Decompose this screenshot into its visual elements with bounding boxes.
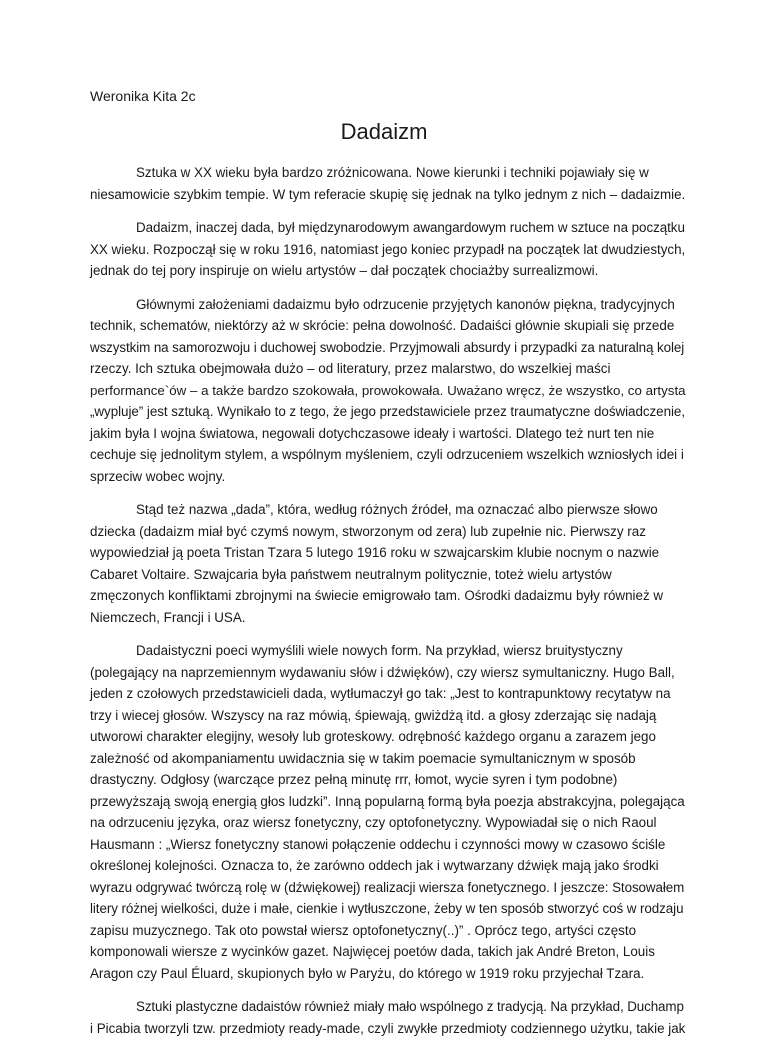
text-line: (polegający na naprzemiennym wydawaniu słów i dźwięków), czy wiersz symultaniczny. Hugo Ball, bbox=[90, 664, 675, 680]
text-line: jednak do tej pory inspiruje on wielu artystów – dał początek chociażby surrealizmowi. bbox=[90, 263, 599, 278]
text-line: Dadaizm, inaczej dada, był międzynarodowym awangardowym ruchem w sztuce na początku bbox=[136, 220, 685, 235]
text-line: przewyższają swoją energią głos ludzki”. Inną popularną formą była poezja abstrakcyjna, polegająca bbox=[90, 793, 685, 809]
document-title: Dadaizm bbox=[340, 119, 428, 144]
text-line: XX wieku. Rozpoczął się w roku 1916, natomiast jego koniec przypadł na początek lat dwudziestych, bbox=[90, 241, 686, 257]
paragraph bbox=[90, 162, 685, 205]
text-line: zmęczonych konfliktami zbrojnymi na świecie emigrowało tam. Ośrodki dadaizmu były również w bbox=[90, 588, 664, 603]
text-line: Sztuka w XX wieku była bardzo zróżnicowana. Nowe kierunki i techniki pojawiały się w bbox=[136, 165, 649, 180]
text-line: drastyczny. Odgłosy (warczące przez pełną minutę rrr, łomot, wycie syren i tym podobne) bbox=[90, 772, 618, 787]
text-line: dziecka (dadaizm miał być czymś nowym, stworzonym od zera) lub zupełnie nic. Pierwszy raz bbox=[90, 523, 646, 539]
text-line: trzy i wiecej głosów. Wszyscy na raz mówią, śpiewają, gwiżdżą itd. a głosy zderzając się nadają bbox=[90, 707, 657, 723]
text-line: Cabaret Voltaire. Szwajcaria była państwem neutralnym politycznie, toteż wielu artystów bbox=[90, 566, 612, 582]
text-line: rzeczy. Ich sztuka obejmowała dużo – od literatury, przez malarstwo, do wszelkiej maści bbox=[90, 361, 611, 376]
text-line: performance`ów – a także bardzo szokowała, prowokowała. Uważano wręcz, że wszystko, co artysta bbox=[90, 382, 686, 398]
text-line: jakim była I wojna światowa, negowali dotychczasowe ideały i wartości. Dlatego też nurt ten nie bbox=[90, 425, 655, 441]
paragraph bbox=[90, 499, 685, 628]
document-body bbox=[90, 162, 685, 1051]
text-line: Niemczech, Francji i USA. bbox=[90, 609, 246, 625]
text-line: i Picabia tworzyli tzw. przedmioty ready-made, czyli zwykłe przedmioty codziennego użytku, takie jak bbox=[90, 1020, 686, 1036]
text-line: Stąd też nazwa „dada”, która, według różnych źródeł, ma oznaczać albo pierwsze słowo bbox=[136, 502, 658, 517]
text-line: technik, schematów, niektórzy aż w skrócie: pełna dowolność. Dadaiści głównie skupiali się przede bbox=[90, 318, 675, 333]
paragraph bbox=[90, 294, 685, 488]
text-line: wypowiedział ją poeta Tristan Tzara 5 lutego 1916 roku w szwajcarskim klubie nocnym o nazwie bbox=[90, 545, 660, 560]
author-line: Weronika Kita 2c bbox=[90, 88, 196, 104]
text-line: Dadaistyczni poeci wymyślili wiele nowych form. Na przykład, wiersz bruitystyczny bbox=[136, 643, 623, 658]
text-line: Aragon czy Paul Éluard, skupionych było w Paryżu, do którego w 1919 roku przyjechał Tzara. bbox=[90, 965, 645, 981]
text-line: zapisu muzycznego. Tak oto powstał wiersz optofonetyczny(..)” . Oprócz tego, artyści często bbox=[90, 922, 637, 938]
text-line: Hausmann : „Wiersz fonetyczny stanowi połączenie oddechu i czynności mowy w czasowo ściśle bbox=[90, 836, 666, 852]
text-line: zależność od akompaniamentu uwidacznia się w takim poemacie symultanicznym w sposób bbox=[90, 750, 636, 766]
text-line: sprzeciw wobec wojny. bbox=[90, 468, 226, 484]
paragraph bbox=[90, 996, 685, 1039]
text-line: Głównymi założeniami dadaizmu było odrzucenie przyjętych kanonów piękna, tradycyjnych bbox=[136, 296, 675, 312]
text-line: na odrzuceniu języka, oraz wiersz fonetyczny, czy optofonetyczny. Wypowiadał się o nich Raoul bbox=[90, 815, 657, 830]
text-line: cechuje się jednolitym stylem, a wspólnym myśleniem, czyli odrzuceniem wszelkich wzniosłych idei i bbox=[90, 447, 684, 462]
text-line: litery różnej wielkości, duże i małe, cienkie i wytłuszczone, żeby w ten sposób stworzyć coś w rodzaju bbox=[90, 901, 684, 916]
text-line: komponowali wiersze z wycinków gazet. Najwięcej poetów dada, takich jak André Breton, Louis bbox=[90, 944, 655, 959]
text-line: wszystkim na samorozwoju i duchowej swobodzie. Przyjmowali absurdy i przypadki za naturalną kolej bbox=[90, 339, 685, 355]
text-line: jeden z czołowych przedstawicieli dada, wytłumaczył go tak: „Jest to kontrapunktowy recytatyw na bbox=[90, 686, 671, 701]
text-line: wyrazu odgrywać twórczą rolę w (dźwiękowej) realizacji wiersza fonetycznego. I jeszcze: Stosowałem bbox=[90, 879, 685, 895]
paragraph bbox=[90, 217, 685, 282]
text-line: określonej kolejności. Oznacza to, że zarówno oddech jak i wytwarzany dźwięk mają jako środki bbox=[90, 858, 659, 873]
text-line: utworowi charakter elegijny, wesoły lub groteskowy. odrębność każdego organu a zarazem jego bbox=[90, 729, 656, 744]
text-line: Sztuki plastyczne dadaistów również miały mało wspólnego z tradycją. Na przykład, Duchamp bbox=[136, 999, 684, 1014]
text-line: niesamowicie szybkim tempie. W tym referacie skupię się jednak na tylko jednym z nich – dadaizmie. bbox=[90, 186, 686, 202]
paragraph bbox=[90, 640, 685, 984]
text-line: „wypluje” jest sztuką. Wynikało to z tego, że jego przedstawiciele przez traumatyczne doświadczenie, bbox=[90, 404, 686, 419]
